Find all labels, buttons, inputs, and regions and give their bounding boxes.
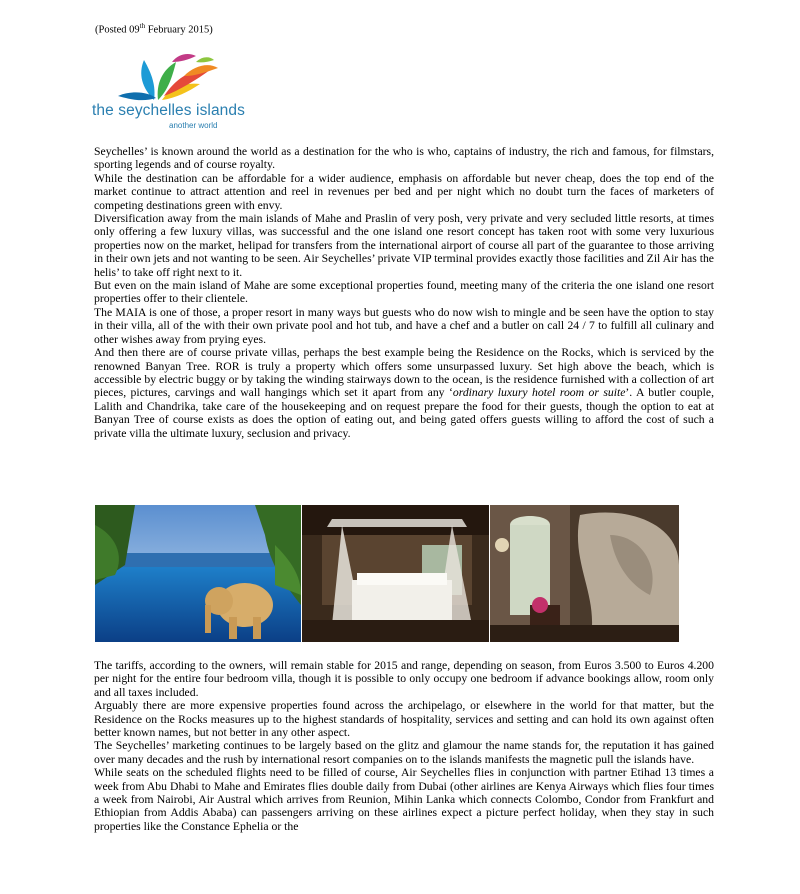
paragraph: Arguably there are more expensive properties found across the archipelago, or elsewhere in the world for that matter, but the Residence on the Rocks measures up to the highest standards of hospitality, services and setting and can hold its own against often better known names, but not better in any other aspect. [94,699,714,740]
paragraph: While seats on the scheduled flights need to be filled of course, Air Seychelles flies in conjunction with partner Etihad 13 times a week from Abu Dhabi to Mahe and Emirates flies double daily from Dubai (other airlines are Kenya Airways which flies four times a week from Nairobi, Air Austral which arrives from Reunion, Mihin Lanka which connects Colombo, Condor from Frankfurt and Ethiopian from Addis Ababa) can passengers arriving on these airlines expect a picture perfect holiday, when they stay in such properties like the Constance Ephelia or the [94,766,714,833]
living-room-photo [490,505,679,642]
article-body-top [94,145,714,440]
paragraph-ror: And then there are of course private villas, perhaps the best example being the Residence on the Rocks, which is serviced by the renowned Banyan Tree. ROR is truly a property which offers some unsurpassed luxury. Set high above the beach, which is accessible by electric buggy or by taking the winding stairways down to the ocean, is the residence furnished with a collection of art pieces, pictures, carvings and wall hangings which set it apart from any ‘ordinary luxury hotel room or suite’. A butler couple, Lalith and Chandrika, take care of the housekeeping and on request prepare the food for their guests, though the option to eat at Banyan Tree of course exists as does the option of eating out, and being gated offers guests willing to afford the cost of such a private villa the ultimate luxury, seclusion and privacy. [94,346,714,440]
flower-logo-icon [92,48,252,104]
paragraph: The MAIA is one of those, a proper resort in many ways but guests who do now wish to mingle and be seen have the option to stay in their villa, all of the with their own private pool and hot tub, and have a chef and a butler on call 24 / 7 to fulfill all culinary and other wishes away from prying eyes. [94,305,714,346]
seychelles-logo [92,48,252,138]
bedroom-photo [302,505,489,642]
article-body-bottom [94,659,714,833]
paragraph: The Seychelles’ marketing continues to be largely based on the glitz and glamour the name stands for, the reputation it has gained over many decades and the rush by international resort companies on to the islands manifests the magnetic pull the islands have. [94,739,714,766]
paragraph: Seychelles’ is known around the world as a destination for the who is who, captains of industry, the rich and famous, for filmstars, sporting legends and of course royalty. [94,145,714,172]
paragraph: The tariffs, according to the owners, will remain stable for 2015 and range, depending on season, from Euros 3.500 to Euros 4.200 per night for the entire four bedroom villa, though it is possible to only occupy one bedroom if advance bookings allow, room only and all taxes included. [94,659,714,699]
photo-strip [95,505,679,642]
logo-name: the seychelles islands [92,102,245,119]
paragraph: Diversification away from the main islands of Mahe and Praslin of very posh, very private and very secluded little resorts, at times only offering a few luxury villas, was successful and the one island one resort concept has taken root with some very luxurious properties now on the market, helipad for transfers from the international airport of course all part of the guarantee to those arriving in their own jets and not wanting to be seen. Air Seychelles’ private VIP terminal provides exactly those facilities and Zil Air has the helis’ to take off right next to it. [94,212,714,279]
pool-elephant-photo [95,505,301,642]
logo-tagline: another world [169,121,218,130]
paragraph: While the destination can be affordable for a wider audience, emphasis on affordable but never cheap, does the top end of the market continue to attract attention and reel in revenues per bed and per night which no doubt turn the faces of marketers of competing destinations green with envy. [94,171,714,212]
posted-date: (Posted 09th February 2015) [95,22,213,36]
paragraph: But even on the main island of Mahe are some exceptional properties found, meeting many of the criteria the one island one resort properties offer to their clientele. [94,279,714,306]
